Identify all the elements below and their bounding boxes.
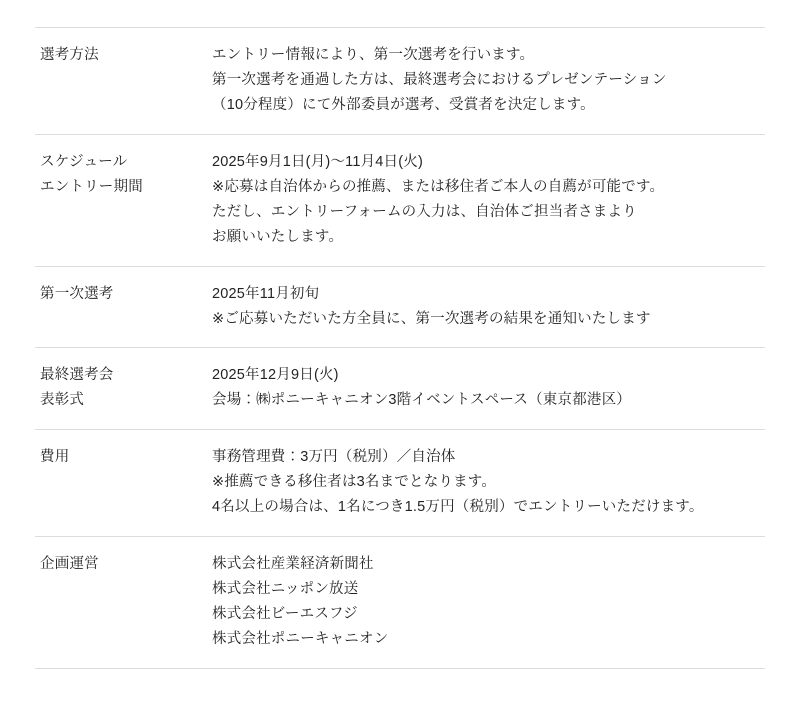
body-line: お願いいたします。	[212, 228, 344, 245]
row-label-selection-method	[35, 28, 190, 135]
body-line: 第一次選考を通過した方は、最終選考会におけるプレゼンテーション	[212, 71, 667, 88]
row-label-organizers	[35, 537, 190, 669]
label-line: 第一次選考	[40, 285, 114, 302]
body-line: 事務管理費：3万円（税別）／自治体	[212, 449, 456, 466]
row-body-first-screening	[190, 266, 765, 348]
body-line: 2025年11月初旬	[212, 285, 320, 302]
table-row	[35, 348, 765, 430]
body-line: 会場：㈱ポニーキャニオン3階イベントスペース（東京都港区）	[212, 392, 631, 409]
body-line: ※推薦できる移住者は3名までとなります。	[212, 474, 497, 491]
row-label-cost	[35, 430, 190, 537]
body-line: エントリー情報により、第一次選考を行います。	[212, 47, 535, 63]
body-line: 株式会社ビーエスフジ	[212, 606, 358, 622]
body-line: ただし、エントリーフォームの入力は、自治体ご担当者さまより	[212, 203, 637, 220]
body-line: 株式会社ニッポン放送	[212, 581, 359, 598]
label-line: 企画運営	[40, 556, 99, 573]
label-line: スケジュール	[40, 153, 128, 170]
document-page	[0, 27, 800, 712]
body-line: （10分程度）にて外部委員が選考、受賞者を決定します。	[212, 96, 595, 113]
table-row	[35, 430, 765, 537]
table-row	[35, 266, 765, 348]
row-body-schedule	[190, 134, 765, 266]
table-row	[35, 537, 765, 669]
body-line: 2025年12月9日(火)	[212, 367, 339, 384]
row-body-final-screening	[190, 348, 765, 430]
table-row	[35, 28, 765, 135]
body-line: 4名以上の場合は、1名につき1.5万円（税別）でエントリーいただけます。	[212, 499, 704, 516]
label-line: 費用	[40, 449, 70, 466]
guideline-table	[35, 27, 765, 669]
body-line: 2025年9月1日(月)〜11月4日(火)	[212, 153, 424, 170]
row-body-cost	[190, 430, 765, 537]
label-line: エントリー期間	[40, 178, 143, 195]
body-line: 株式会社産業経済新聞社	[212, 556, 374, 573]
row-label-final-screening	[35, 348, 190, 430]
body-line: ※応募は自治体からの推薦、または移住者ご本人の自薦が可能です。	[212, 178, 665, 195]
row-body-organizers	[190, 537, 765, 669]
label-line: 選考方法	[40, 47, 99, 63]
body-line: ※ご応募いただいた方全員に、第一次選考の結果を通知いたします	[212, 310, 651, 327]
row-label-first-screening	[35, 266, 190, 348]
label-line: 最終選考会	[40, 367, 114, 384]
label-line: 表彰式	[40, 392, 85, 409]
table-body	[35, 28, 765, 669]
row-body-selection-method	[190, 28, 765, 135]
row-label-schedule	[35, 134, 190, 266]
table-row	[35, 134, 765, 266]
body-line: 株式会社ポニーキャニオン	[212, 630, 389, 647]
